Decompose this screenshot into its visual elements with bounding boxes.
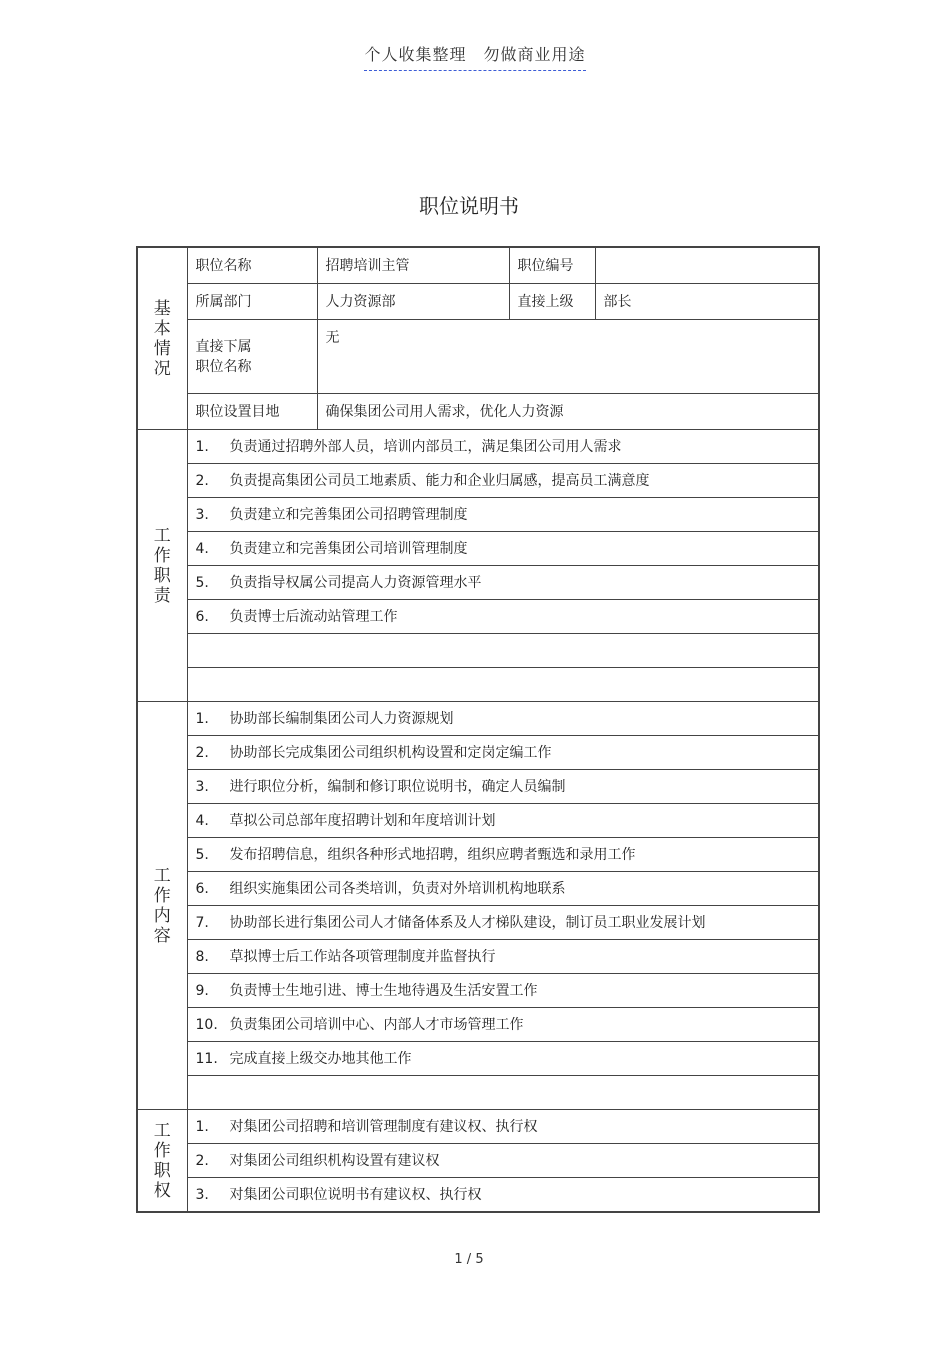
content-row <box>137 974 819 1008</box>
duty-text: 负责博士后流动站管理工作 <box>229 608 398 625</box>
duty-text: 负责指导权属公司提高人力资源管理水平 <box>229 574 482 591</box>
content-num: 8. <box>195 948 209 965</box>
content-text: 协助部长进行集团公司人才储备体系及人才梯队建设，制订员工职业发展计划 <box>229 914 706 931</box>
content-num: 4. <box>195 812 209 829</box>
content-text: 草拟博士后工作站各项管理制度并监督执行 <box>229 948 496 965</box>
subordinate-label-line-1: 直接下属 <box>195 338 252 355</box>
duty-item-empty <box>187 668 819 702</box>
subordinate-label <box>187 320 317 394</box>
supervisor-label: 直接上级 <box>509 284 595 320</box>
job-description-table <box>136 246 820 1213</box>
document-title: 职位说明书 <box>419 194 519 218</box>
content-row <box>137 736 819 770</box>
duty-num: 3. <box>195 506 209 523</box>
purpose-value: 确保集团公司用人需求，优化人力资源 <box>317 394 819 430</box>
authority-item <box>187 1144 819 1178</box>
content-row <box>137 1042 819 1076</box>
authority-text: 对集团公司组织机构设置有建议权 <box>229 1152 440 1169</box>
authority-num: 3. <box>195 1186 209 1203</box>
row-purpose <box>137 394 819 430</box>
content-num: 3. <box>195 778 209 795</box>
duty-text: 负责建立和完善集团公司招聘管理制度 <box>229 506 468 523</box>
authority-item <box>187 1110 819 1144</box>
content-num: 5. <box>195 846 209 863</box>
content-text: 草拟公司总部年度招聘计划和年度培训计划 <box>229 812 496 829</box>
subordinate-value: 无 <box>317 320 819 394</box>
subordinate-label-line-2: 职位名称 <box>195 358 252 375</box>
duty-item <box>187 464 819 498</box>
duty-row-empty <box>137 668 819 702</box>
section-content-label: 工作内容 <box>137 702 187 1110</box>
content-text: 完成直接上级交办地其他工作 <box>229 1050 412 1067</box>
duty-num: 4. <box>195 540 209 557</box>
content-row <box>137 1008 819 1042</box>
row-subordinates <box>137 320 819 394</box>
content-text: 进行职位分析，编制和修订职位说明书，确定人员编制 <box>229 778 566 795</box>
authority-num: 1. <box>195 1118 209 1135</box>
content-text: 协助部长编制集团公司人力资源规划 <box>229 710 454 727</box>
content-item <box>187 770 819 804</box>
duty-row-empty <box>137 634 819 668</box>
duty-num: 2. <box>195 472 209 489</box>
duty-row <box>137 464 819 498</box>
content-item <box>187 838 819 872</box>
position-code-value <box>595 247 819 284</box>
section-authority-label: 工作职权 <box>137 1110 187 1213</box>
position-name-label: 职位名称 <box>187 247 317 284</box>
duty-num: 6. <box>195 608 209 625</box>
content-item <box>187 1042 819 1076</box>
content-num: 2. <box>195 744 209 761</box>
duty-item <box>187 566 819 600</box>
content-item <box>187 974 819 1008</box>
content-item <box>187 1008 819 1042</box>
authority-text: 对集团公司职位说明书有建议权、执行权 <box>229 1186 482 1203</box>
duty-num: 1. <box>195 438 209 455</box>
duty-item <box>187 430 819 464</box>
authority-item <box>187 1178 819 1213</box>
content-item <box>187 702 819 736</box>
content-text: 发布招聘信息，组织各种形式地招聘，组织应聘者甄选和录用工作 <box>229 846 636 863</box>
content-item <box>187 804 819 838</box>
header-note-text: 个人收集整理 勿做商业用途 <box>364 45 585 71</box>
content-row <box>137 838 819 872</box>
duty-row <box>137 430 819 464</box>
row-department <box>137 284 819 320</box>
duty-item <box>187 498 819 532</box>
content-num: 11. <box>195 1050 218 1067</box>
purpose-label: 职位设置目地 <box>187 394 317 430</box>
row-position-name <box>137 247 819 284</box>
department-value: 人力资源部 <box>317 284 509 320</box>
duty-row <box>137 498 819 532</box>
content-num: 10. <box>195 1016 218 1033</box>
position-code-label: 职位编号 <box>509 247 595 284</box>
duty-text: 负责建立和完善集团公司培训管理制度 <box>229 540 468 557</box>
duty-item <box>187 600 819 634</box>
content-num: 7. <box>195 914 209 931</box>
section-basic-label: 基本情况 <box>137 247 187 430</box>
content-item-empty <box>187 1076 819 1110</box>
content-row <box>137 940 819 974</box>
content-num: 1. <box>195 710 209 727</box>
header-note <box>0 42 950 65</box>
content-text: 负责博士生地引进、博士生地待遇及生活安置工作 <box>229 982 538 999</box>
content-row <box>137 804 819 838</box>
authority-num: 2. <box>195 1152 209 1169</box>
duty-item-empty <box>187 634 819 668</box>
authority-row <box>137 1178 819 1213</box>
duty-text: 负责通过招聘外部人员，培训内部员工，满足集团公司用人需求 <box>229 438 622 455</box>
duty-row <box>137 532 819 566</box>
duty-text: 负责提高集团公司员工地素质、能力和企业归属感，提高员工满意度 <box>229 472 650 489</box>
duty-row <box>137 600 819 634</box>
content-item <box>187 940 819 974</box>
content-text: 协助部长完成集团公司组织机构设置和定岗定编工作 <box>229 744 552 761</box>
duty-row <box>137 566 819 600</box>
content-row <box>137 702 819 736</box>
content-item <box>187 736 819 770</box>
content-text: 组织实施集团公司各类培训，负责对外培训机构地联系 <box>229 880 566 897</box>
department-label: 所属部门 <box>187 284 317 320</box>
position-name-value: 招聘培训主管 <box>317 247 509 284</box>
content-row-empty <box>137 1076 819 1110</box>
content-num: 6. <box>195 880 209 897</box>
page-number: 1 / 5 <box>454 1252 484 1267</box>
authority-row <box>137 1110 819 1144</box>
duty-item <box>187 532 819 566</box>
authority-row <box>137 1144 819 1178</box>
supervisor-value: 部长 <box>595 284 819 320</box>
section-duties-label: 工作职责 <box>137 430 187 702</box>
content-row <box>137 770 819 804</box>
content-row <box>137 906 819 940</box>
content-text: 负责集团公司培训中心、内部人才市场管理工作 <box>229 1016 524 1033</box>
content-item <box>187 872 819 906</box>
content-row <box>137 872 819 906</box>
content-item <box>187 906 819 940</box>
content-num: 9. <box>195 982 209 999</box>
duty-num: 5. <box>195 574 209 591</box>
authority-text: 对集团公司招聘和培训管理制度有建议权、执行权 <box>229 1118 538 1135</box>
